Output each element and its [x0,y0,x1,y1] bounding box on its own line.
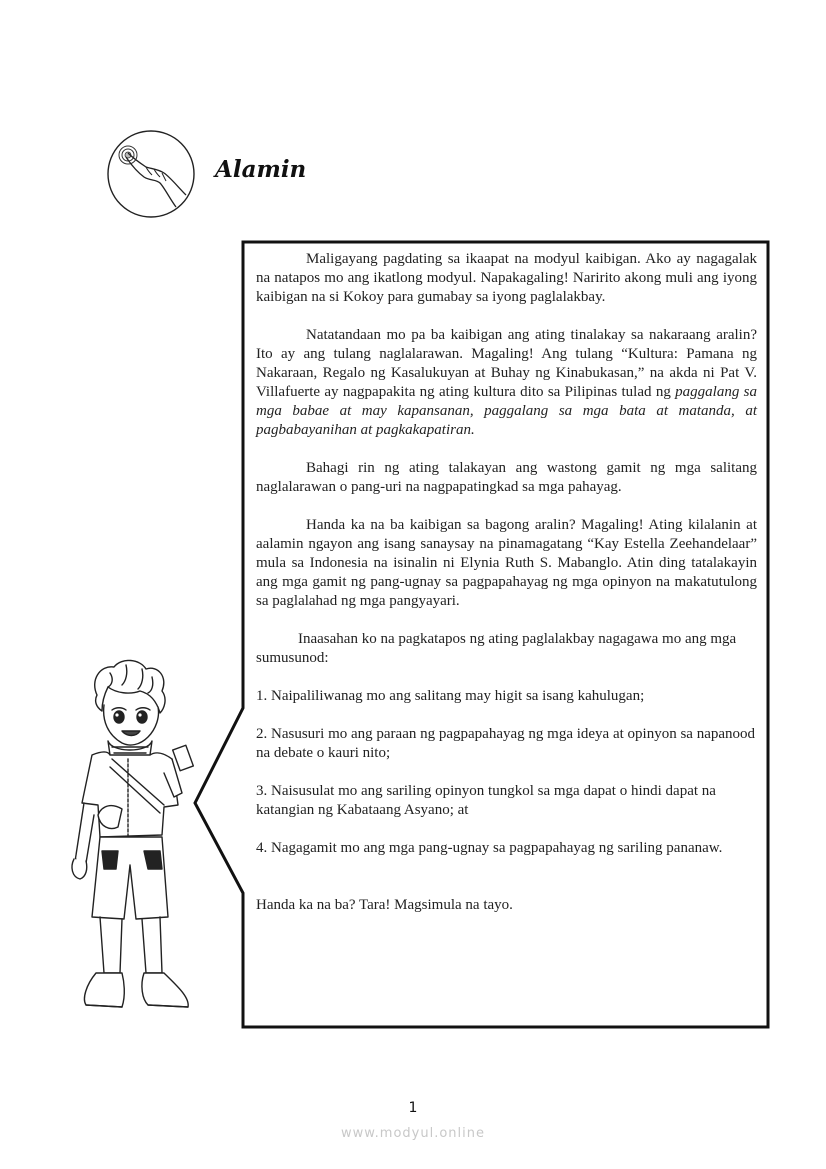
kokoy-mascot [52,655,222,1030]
watermark: www.modyul.online [340,1126,486,1141]
bubble-content [256,250,757,915]
discussion-paragraph: Bahagi rin ng ating talakayan ang wastong gamit ng mga salitang naglalarawan o pang-uri na nagpapatingkad sa mga pahayag. [256,460,757,495]
objective-item: 1. Naipaliliwanag mo ang salitang may higit sa isang kahulugan; [256,688,645,704]
objective-item: 4. Nagagamit mo ang mga pang-ugnay sa pagpapahayag ng sariling pananaw. [256,840,723,856]
new-lesson-paragraph: Handa ka na ba kaibigan sa bagong aralin? Magaling! Ating kilalanin at aalamin ngayon ang isang sanaysay na pinamagatang “Kay Estella Zeehandelaar” mula sa Indonesia na isinalin ni Elynia Ruth S. Mabanglo. Atin ding tatalakayin ang mga gamit ng pang-ugnay sa pagpapahayag ng mga opinyon na makatutulong sa paglalahad ng mga pangyayari. [256,517,757,609]
intro-paragraph: Maligayang pagdating sa ikaapat na modyul kaibigan. Ako ay nagagalak na natapos mo ang ikatlong modyul. Napakagaling! Naririto akong muli ang iyong kaibigan na si Kokoy para gumabay sa iyong paglalakbay. [256,251,757,305]
closing-line: Handa ka na ba? Tara! Magsimula na tayo. [256,897,513,913]
review-text: Natatandaan mo pa ba kaibigan ang ating tinalakay sa nakaraang aralin? Ito ay ang tulang naglalarawan. Magaling! Ang tulang “Kultura: Pamana ng Nakaraan, Regalo ng Kasalukuyan at Buhay ng Kinabukasan,” na akda ni Pat V. Villafuerte ay nagpapakita ng ating kultura dito sa Pilipinas tulad ng [256,327,757,400]
objective-item: 3. Naisusulat mo ang sariling opinyon tungkol sa mga dapat o hindi dapat na katangian ng Kabataang Asyano; at [256,783,716,818]
review-italic-text: paggalang sa mga babae at may kapansanan, paggalang sa mga bata at matanda, at pagbabayanihan at pagkakapatiran. [256,384,757,438]
page-number: 1 [408,1100,418,1116]
finger-tap-icon [106,129,196,219]
objective-item: 2. Nasusuri mo ang paraan ng pagpapahayag ng mga ideya at opinyon sa napanood na debate o kauri nito; [256,726,756,761]
review-paragraph [256,326,757,440]
expectations-paragraph: Inaasahan ko na pagkatapos ng ating paglalakbay nagagawa mo ang mga sumusunod: [256,631,737,666]
section-title: Alamin [215,156,307,183]
